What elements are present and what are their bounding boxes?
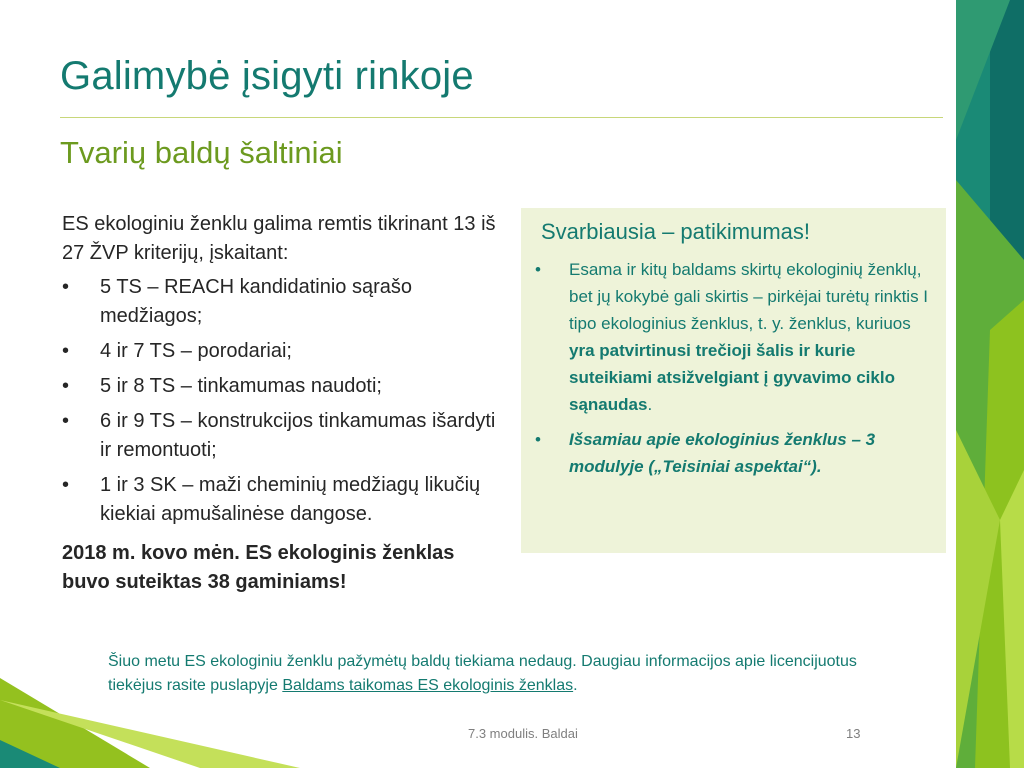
slide-title: Galimybė įsigyti rinkoje <box>60 54 474 98</box>
module-reference: Išsamiau apie ekologinius ženklus – 3 modulyje („Teisiniai aspektai“). <box>569 430 876 476</box>
left-column <box>62 210 502 602</box>
supplier-note: Šiuo metu ES ekologiniu ženklu pažymėtų baldų tiekiama nedaug. Daugiau informacijos apie licencijuotus tiekėjus rasite puslapyje Baldams taikomas ES ekologinis ženklas. <box>108 653 857 694</box>
list-item: • 1 ir 3 SK – maži cheminių medžiagų likučių kiekiai apmušalinėse dangose. <box>62 471 502 529</box>
left-intro: ES ekologiniu ženklu galima remtis tikrinant 13 iš 27 ŽVP kriterijų, įskaitant: <box>62 213 496 264</box>
list-item: • 5 TS – REACH kandidatinio sąrašo medžiagos; <box>62 273 502 331</box>
bullet-icon: • <box>62 474 70 496</box>
bullet-icon: • <box>535 260 541 279</box>
highlight-statement: 2018 m. kovo mėn. ES ekologinis ženklas buvo suteiktas 38 gaminiams! <box>62 542 455 593</box>
eu-ecolabel-link[interactable]: Baldams taikomas ES ekologinis ženklas <box>282 677 574 694</box>
list-item: • Esama ir kitų baldams skirtų ekologinių ženklų, bet jų kokybė gali skirtis – pirkėjai turėtų rinktis I tipo ekologinius ženklus, t. y. ženklus, kuriuos yra patvirtinusi trečioji šalis ir kurie suteikiami atsižvelgiant į gyvavimo ciklo sąnaudas. <box>535 256 932 418</box>
footer-module-label: 7.3 modulis. Baldai <box>468 726 578 741</box>
bullet-icon: • <box>62 410 70 432</box>
bullet-icon: • <box>62 375 70 397</box>
info-box-title: Svarbiausia – patikimumas! <box>541 219 811 244</box>
criteria-list <box>62 273 502 529</box>
list-item: • 5 ir 8 TS – tinkamumas naudoti; <box>62 372 502 401</box>
bullet-icon: • <box>535 430 541 449</box>
list-item: • 4 ir 7 TS – porodariai; <box>62 337 502 366</box>
list-item <box>535 426 932 480</box>
info-box <box>521 208 946 553</box>
info-box-list <box>535 256 932 480</box>
list-item: • 6 ir 9 TS – konstrukcijos tinkamumas išardyti ir remontuoti; <box>62 407 502 465</box>
bullet-icon: • <box>62 340 70 362</box>
bold-phrase: yra patvirtinusi trečioji šalis ir kurie suteikiami atsižvelgiant į gyvavimo ciklo sąnaudas <box>569 341 895 414</box>
slide-subtitle: Tvarių baldų šaltiniai <box>60 135 343 170</box>
bullet-icon: • <box>62 276 70 298</box>
title-divider <box>60 117 943 118</box>
page-number: 13 <box>846 726 861 741</box>
